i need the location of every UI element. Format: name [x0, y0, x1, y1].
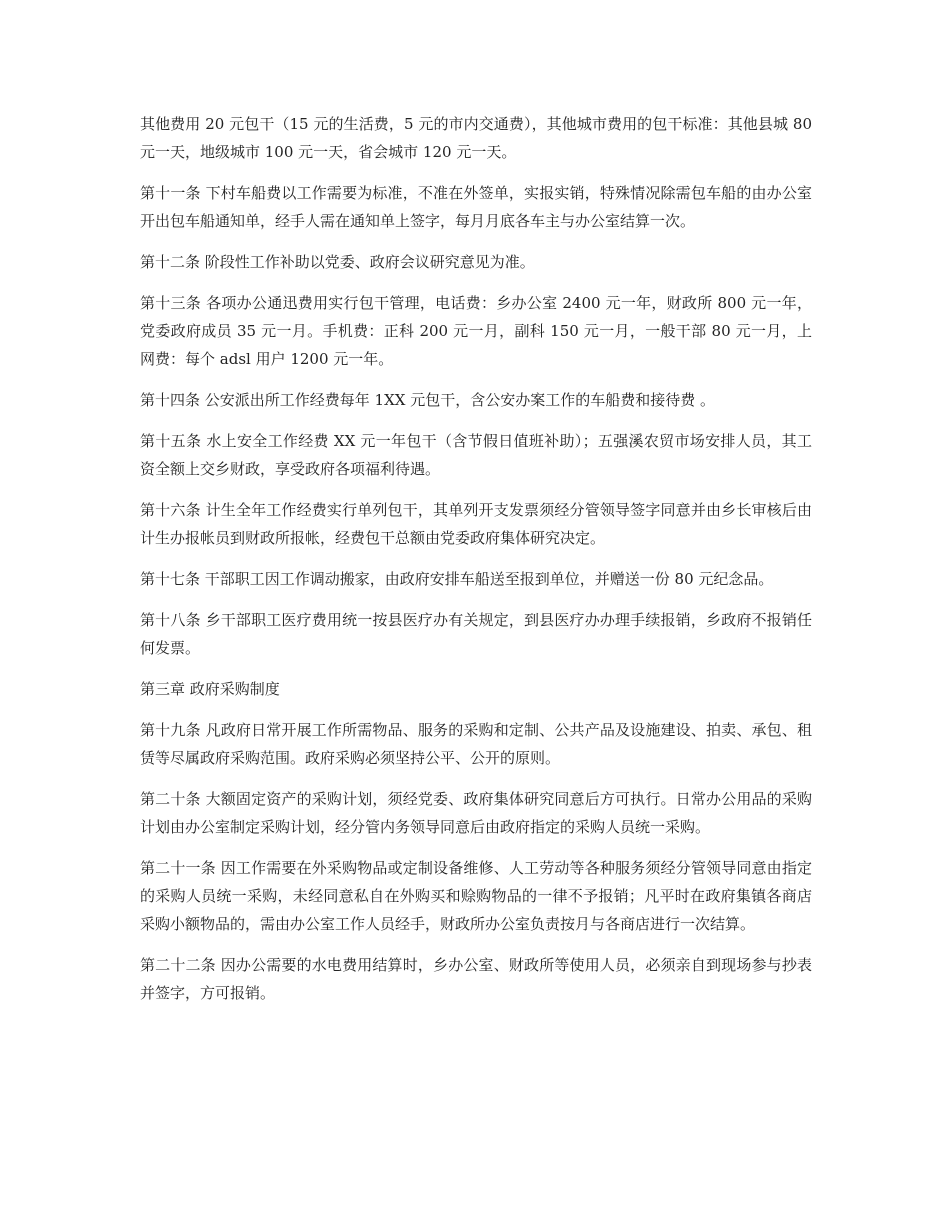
paragraph-article-13: 第十三条 各项办公通迅费用实行包干管理，电话费：乡办公室 2400 元一年，财政所 800 元一年，党委政府成员 35 元一月。手机费：正科 200 元一月，副科 150 元一月，一般干部 80 元一月，上网费：每个 adsl 用户 1200 元一年。: [140, 294, 812, 368]
paragraph-article-15: 第十五条 水上安全工作经费 XX 元一年包干（含节假日值班补助）；五强溪农贸市场安排人员，其工资全额上交乡财政，享受政府各项福利待遇。: [140, 432, 812, 478]
document-body: [140, 110, 812, 1020]
paragraph-article-18: 第十八条 乡干部职工医疗费用统一按县医疗办有关规定，到县医疗办办理手续报销，乡政府不报销任何发票。: [140, 611, 812, 657]
paragraph-article-19: 第十九条 凡政府日常开展工作所需物品、服务的采购和定制、公共产品及设施建设、拍卖、承包、租赁等尽属政府采购范围。政府采购必须坚持公平、公开的原则。: [140, 721, 812, 767]
chapter-heading-3: 第三章 政府采购制度: [140, 680, 280, 698]
paragraph-article-22: 第二十二条 因办公需要的水电费用结算时，乡办公室、财政所等使用人员，必须亲自到现场参与抄表并签字，方可报销。: [140, 956, 812, 1002]
paragraph-article-21: 第二十一条 因工作需要在外采购物品或定制设备维修、人工劳动等各种服务须经分管领导同意由指定的采购人员统一采购，未经同意私自在外购买和赊购物品的一律不予报销；凡平时在政府集镇各商店采购小额物品的，需由办公室工作人员经手，财政所办公室负责按月与各商店进行一次结算。: [140, 859, 812, 933]
paragraph-article-12: 第十二条 阶段性工作补助以党委、政府会议研究意见为准。: [140, 253, 535, 271]
paragraph-article-20: 第二十条 大额固定资产的采购计划，须经党委、政府集体研究同意后方可执行。日常办公用品的采购计划由办公室制定采购计划，经分管内务领导同意后由政府指定的采购人员统一采购。: [140, 790, 812, 836]
paragraph-article-16: 第十六条 计生全年工作经费实行单列包干，其单列开支发票须经分管领导签字同意并由乡长审核后由计生办报帐员到财政所报帐，经费包干总额由党委政府集体研究决定。: [140, 501, 812, 547]
paragraph-travel-allowance: 其他费用 20 元包干（15 元的生活费，5 元的市内交通费），其他城市费用的包干标准：其他县城 80 元一天，地级城市 100 元一天，省会城市 120 元一天。: [140, 115, 812, 161]
paragraph-article-11: 第十一条 下村车船费以工作需要为标准，不准在外签单，实报实销，特殊情况除需包车船的由办公室开出包车船通知单，经手人需在通知单上签字，每月月底各车主与办公室结算一次。: [140, 184, 812, 230]
paragraph-article-14: 第十四条 公安派出所工作经费每年 1XX 元包干，含公安办案工作的车船费和接待费 。: [140, 391, 715, 409]
paragraph-article-17: 第十七条 干部职工因工作调动搬家，由政府安排车船送至报到单位，并赠送一份 80 元纪念品。: [140, 570, 774, 588]
